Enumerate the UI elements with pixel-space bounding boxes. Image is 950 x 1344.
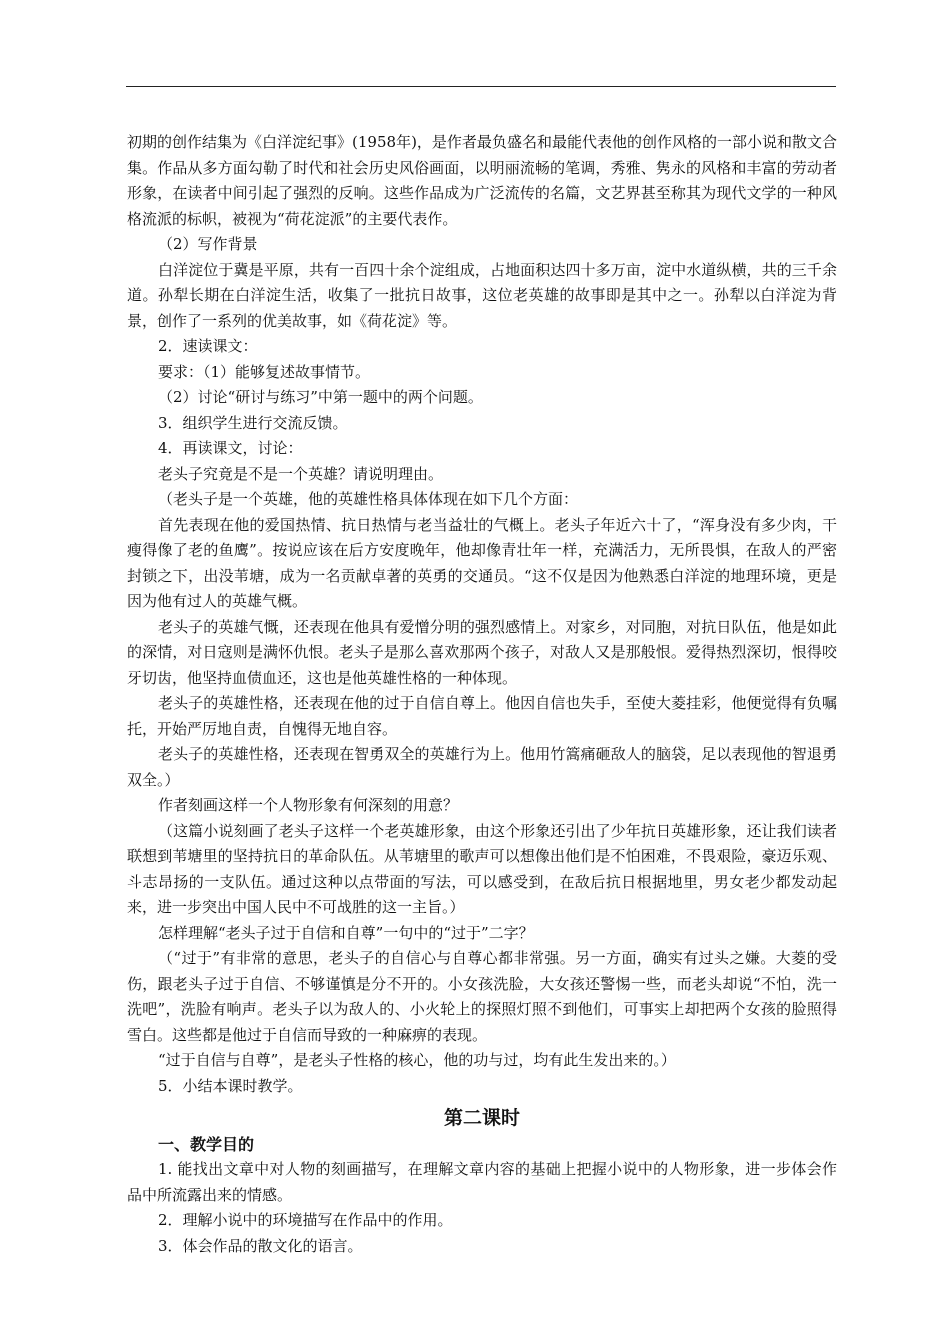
paragraph: 白洋淀位于冀是平原，共有一百四十余个淀组成，占地面积达四十多万亩，淀中水道纵横，共的三千余道。孙犁长期在白洋淀生活，收集了一批抗日故事，这位老英雄的故事即是其中之一。孙犁以白洋淀为背景，创作了一系列的优美故事，如《荷花淀》等。 <box>127 260 837 330</box>
paragraph: 老头子究竟是不是一个英雄？请说明理由。 <box>158 464 444 483</box>
paragraph: 要求：（1）能够复述故事情节。 <box>158 362 371 381</box>
paragraph: 2．速读课文： <box>158 337 258 355</box>
paragraph: 2．理解小说中的环境描写在作品中的作用。 <box>158 1211 453 1229</box>
paragraph: （这篇小说刻画了老头子这样一个老英雄形象，由这个形象还引出了少年抗日英雄形象，还让我们读者联想到苇塘里的坚持抗日的革命队伍。从苇塘里的歌声可以想像出他们是不怕困难，不畏艰险，豪迈乐观、斗志昂扬的一支队伍。通过这种以点带面的写法，可以感受到，在敌后抗日根据地里，男女老少都发动起来，进一步突出中国人民中不可战胜的这一主旨。） <box>127 821 837 916</box>
section-title: 一、教学目的 <box>158 1135 255 1154</box>
paragraph: 5．小结本课时教学。 <box>158 1076 303 1095</box>
paragraph: 作者刻画这样一个人物形象有何深刻的用意？ <box>158 796 459 814</box>
paragraph: 4．再读课文，讨论： <box>158 439 303 457</box>
paragraph: 老头子的英雄性格，还表现在智勇双全的英雄行为上。他用竹篙痛砸敌人的脑袋，足以表现他的智退勇双全。） <box>127 745 837 789</box>
document-body <box>127 130 837 1259</box>
paragraph: （2）讨论“研讨与练习”中第一题中的两个问题。 <box>158 388 483 406</box>
paragraph: （老头子是一个英雄，他的英雄性格具体体现在如下几个方面： <box>158 490 579 508</box>
paragraph: 3．体会作品的散文化的语言。 <box>158 1236 363 1255</box>
paragraph: （2）写作背景 <box>158 235 258 253</box>
lesson-title: 第二课时 <box>443 1107 520 1129</box>
paragraph: （“过于”有非常的意思，老头子的自信心与自尊心都非常强。另一方面，确实有过头之嫌。大菱的受伤，跟老头子过于自信、不够谨慎是分不开的。小女孩洗脸，大女孩还警惕一些，而老头却说“不怕，洗一洗吧”，洗脸有响声。老头子以为敌人的、小火轮上的探照灯照不到他们，可事实上却把两个女孩的脸照得雪白。这些都是他过于自信而导致的一种麻痹的表现。 <box>127 949 837 1044</box>
paragraph: “过于自信与自尊”，是老头子性格的核心，他的功与过，均有此生发出来的。） <box>158 1051 676 1069</box>
paragraph: 老头子的英雄性格，还表现在他的过于自信自尊上。他因自信也失手，至使大菱挂彩，他便觉得有负嘱托，开始严厉地自责，自愧得无地自容。 <box>127 694 837 738</box>
paragraph: 首先表现在他的爱国热情、抗日热情与老当益壮的气概上。老头子年近六十了，“浑身没有多少肉，干瘦得像了老的鱼鹰”。按说应该在后方安度晚年，他却像青壮年一样，充满活力，无所畏惧，在敌人的严密封锁之下，出没苇塘，成为一名贡献卓著的英勇的交通员。“这不仅是因为他熟悉白洋淀的地理环境，更是因为他有过人的英雄气概。 <box>127 515 837 610</box>
paragraph: 1. 能找出文章中对人物的刻画描写，在理解文章内容的基础上把握小说中的人物形象，进一步体会作品中所流露出来的情感。 <box>127 1160 837 1204</box>
paragraph: 老头子的英雄气慨，还表现在他具有爱憎分明的强烈感情上。对家乡，对同胞，对抗日队伍，他是如此的深情，对日寇则是满怀仇恨。老头子是那么喜欢那两个孩子，对敌人又是那般恨。爱得热烈深切，恨得咬牙切齿，他坚持血债血还，这也是他英雄性格的一种体现。 <box>127 617 837 687</box>
paragraph: 初期的创作结集为《白洋淀纪事》(1958年)，是作者最负盛名和最能代表他的创作风格的一部小说和散文合集。作品从多方面勾勒了时代和社会历史风俗画面，以明丽流畅的笔调，秀雅、隽永的风格和丰富的劳动者形象，在读者中间引起了强烈的反响。这些作品成为广泛流传的名篇，文艺界甚至称其为现代文学的一种风格流派的标帜，被视为“荷花淀派”的主要代表作。 <box>127 133 837 228</box>
paragraph: 3．组织学生进行交流反馈。 <box>158 413 348 432</box>
paragraph: 怎样理解“老头子过于自信和自尊”一句中的“过于”二字？ <box>158 923 534 942</box>
header-rule <box>126 86 836 87</box>
